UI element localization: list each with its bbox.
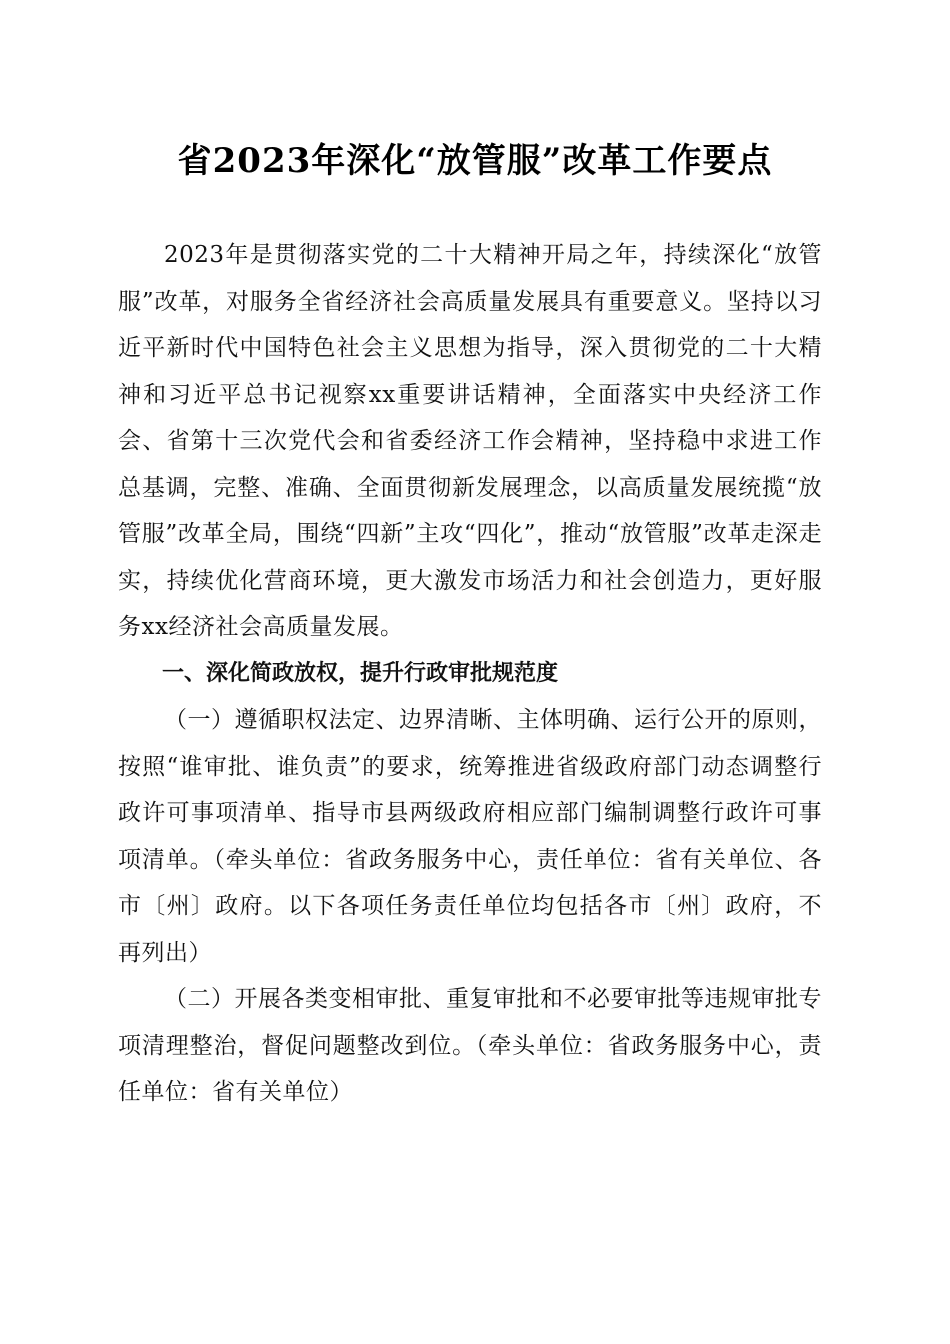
intro-paragraph: 2023年是贯彻落实党的二十大精神开局之年，持续深化“放管服”改革，对服务全省经济社会高质量发展具有重要意义。坚持以习近平新时代中国特色社会主义思想为指导，深入贯彻党的二十大精神和习近平总书记视察xx重要讲话精神，全面落实中央经济工作会、省第十三次党代会和省委经济工作会精神，坚持稳中求进工作总基调，完整、准确、全面贯彻新发展理念，以高质量发展统揽“放管服”改革全局，围绕“四新”主攻“四化”，推动“放管服”改革走深走实，持续优化营商环境，更大激发市场活力和社会创造力，更好服务xx经济社会高质量发展。 — [118, 242, 822, 640]
document-body — [118, 232, 822, 1116]
item-paragraph-2: （二）开展各类变相审批、重复审批和不必要审批等违规审批专项清理整治，督促问题整改到位。（牵头单位：省政务服务中心，责任单位：省有关单位） — [118, 986, 822, 1105]
section-heading: 一、深化简政放权，提升行政审批规范度 — [162, 660, 559, 686]
document-title: 省2023年深化“放管服”改革工作要点 — [177, 141, 773, 181]
item-paragraph-1: （一）遵循职权法定、边界清晰、主体明确、运行公开的原则，按照“谁审批、谁负责”的要求，统筹推进省级政府部门动态调整行政许可事项清单、指导市县两级政府相应部门编制调整行政许可事项清单。（牵头单位：省政务服务中心，责任单位：省有关单位、各市〔州〕政府。以下各项任务责任单位均包括各市〔州〕政府，不再列出） — [118, 707, 822, 966]
